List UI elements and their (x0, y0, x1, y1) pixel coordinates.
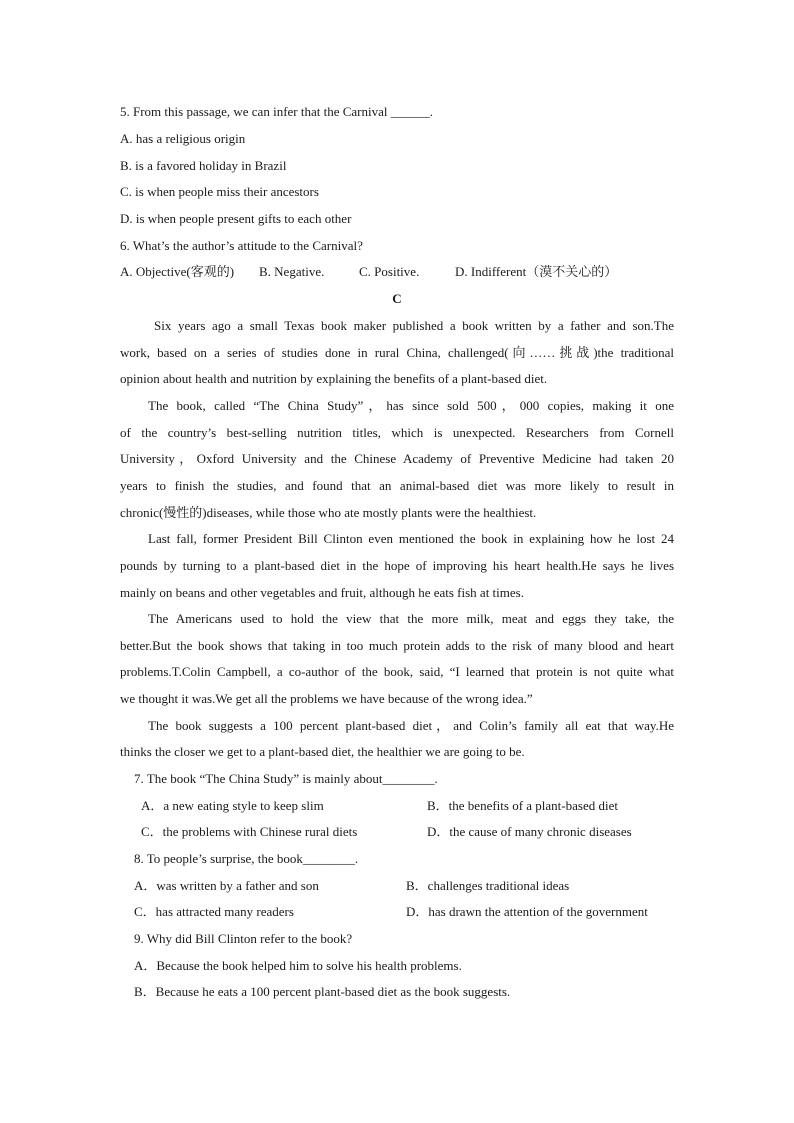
passage-line: The book, called “The China Study”，has since sold 500，000 copies, making it one (148, 398, 674, 413)
passage-line: chronic(慢性的)diseases, while those who ate mostly plants were the healthiest. (120, 505, 537, 520)
passage-line: better.But the book shows that taking in too much protein adds to the risk of many blood and heart (120, 638, 674, 653)
question-6-stem: 6. What’s the author’s attitude to the Carnival? (120, 238, 363, 253)
passage-line: opinion about health and nutrition by explaining the benefits of a plant-based diet. (120, 371, 548, 386)
section-title: C (392, 291, 402, 306)
passage-line: pounds by turning to a plant-based diet in the hope of improving his heart health.He says he lives (120, 558, 674, 573)
question-5-option-b: B. is a favored holiday in Brazil (120, 158, 287, 173)
question-8-option-a: A．was written by a father and son (134, 878, 319, 893)
question-7-option-a: A．a new eating style to keep slim (141, 798, 324, 813)
question-5-option-d: D. is when people present gifts to each other (120, 211, 352, 226)
passage-line: Last fall, former President Bill Clinton even mentioned the book in explaining how he lost 24 (148, 531, 674, 546)
question-9-option-b: B．Because he eats a 100 percent plant-based diet as the book suggests. (134, 984, 511, 999)
passage-line: we thought it was.We get all the problems we have because of the wrong idea.” (120, 691, 533, 706)
question-8-option-d: D．has drawn the attention of the government (406, 904, 648, 919)
passage-line: The Americans used to hold the view that the more milk, meat and eggs they take, the (148, 611, 674, 626)
question-6-option-c: C. Positive. (359, 264, 420, 279)
question-5-option-c: C. is when people miss their ancestors (120, 184, 319, 199)
question-8-stem: 8. To people’s surprise, the book________. (134, 851, 359, 866)
passage-line: University，Oxford University and the Chinese Academy of Preventive Medicine had taken 20 (120, 451, 674, 466)
question-7-stem: 7. The book “The China Study” is mainly about________. (134, 771, 438, 786)
passage-line: The book suggests a 100 percent plant-based diet，and Colin’s family all eat that way.He (148, 718, 674, 733)
question-5-option-a: A. has a religious origin (120, 131, 246, 146)
question-8-option-c: C．has attracted many readers (134, 904, 294, 919)
passage-line: mainly on beans and other vegetables and fruit, although he eats fish at times. (120, 585, 524, 600)
passage-line: Six years ago a small Texas book maker published a book written by a father and son.The (154, 318, 674, 333)
passage-line: thinks the closer we get to a plant-based diet, the healthier we are going to be. (120, 744, 525, 759)
question-5-stem: 5. From this passage, we can infer that the Carnival ______. (120, 104, 434, 119)
question-7-option-b: B．the benefits of a plant-based diet (427, 798, 618, 813)
passage-line: years to finish the studies, and found that an animal-based diet was more likely to result in (120, 478, 674, 493)
question-9-option-a: A．Because the book helped him to solve his health problems. (134, 958, 462, 973)
passage-line: work, based on a series of studies done in rural China, challenged(向……挑战)the traditional (120, 345, 674, 360)
question-6-option-b: B. Negative. (259, 264, 325, 279)
question-7-option-d: D．the cause of many chronic diseases (427, 824, 632, 839)
passage-line: of the country’s best-selling nutrition titles, which is unexpected. Researchers from Cornell (120, 425, 674, 440)
passage-line: problems.T.Colin Campbell, a co-author of the book, said, “I learned that protein is not quite what (120, 664, 674, 679)
question-9-stem: 9. Why did Bill Clinton refer to the book? (134, 931, 353, 946)
question-8-option-b: B．challenges traditional ideas (406, 878, 570, 893)
question-7-option-c: C．the problems with Chinese rural diets (141, 824, 358, 839)
question-6-option-d: D. Indifferent（漠不关心的） (455, 264, 618, 279)
question-6-option-a: A. Objective(客观的) (120, 264, 235, 279)
